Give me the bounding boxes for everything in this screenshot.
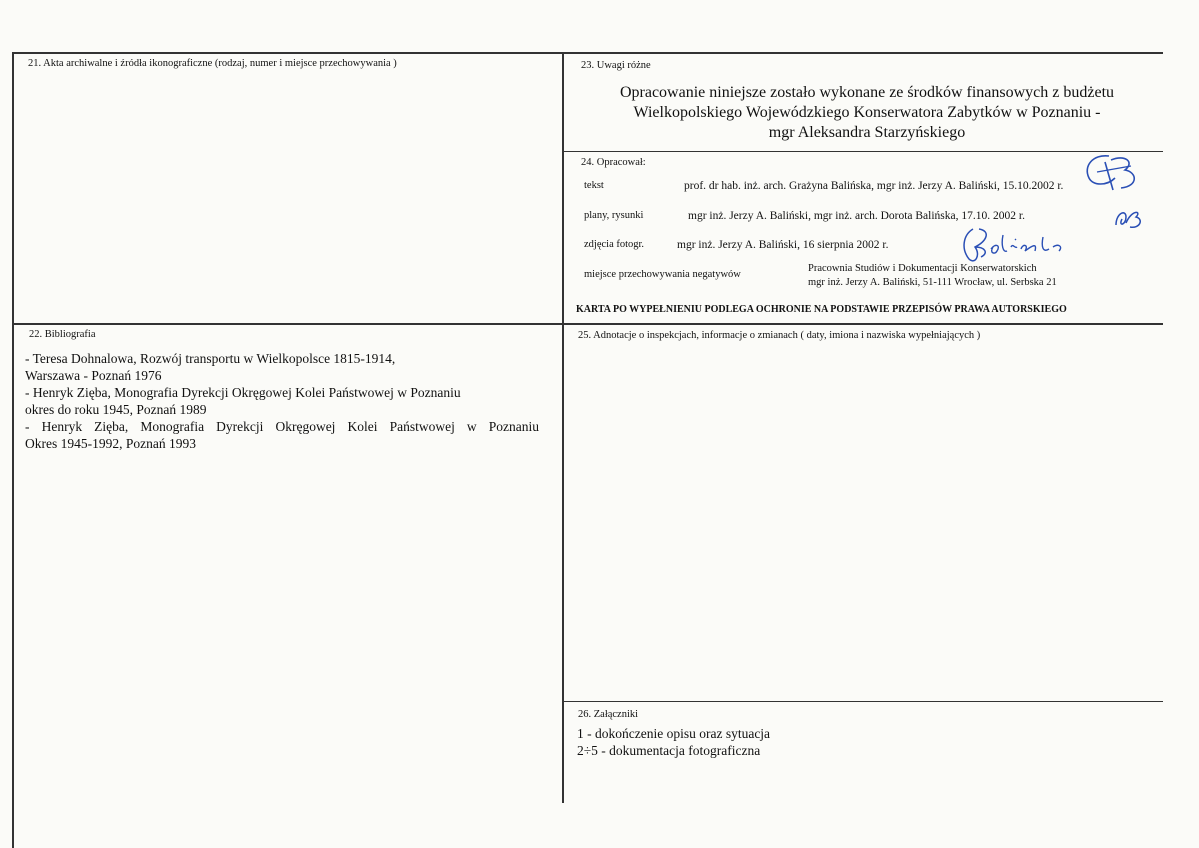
copyright-notice: KARTA PO WYPEŁNIENIU PODLEGA OCHRONIE NA PODSTAWIE PRZEPISÓW PRAWA AUTORSKIEGO [576, 304, 1067, 315]
row-key-photos: zdjęcia fotogr. [584, 239, 645, 250]
section-26-label: 26. Załączniki [578, 709, 639, 720]
bibliography-line: Okres 1945-1992, Poznań 1993 [25, 436, 196, 451]
attachments-list [577, 725, 770, 759]
signature-handwritten [955, 225, 1080, 265]
signature-initials-2 [1112, 205, 1148, 231]
remarks-text [572, 83, 1162, 143]
section-25-label: 25. Adnotacje o inspekcjach, informacje o zmianach ( daty, imiona i nazwiska wypełniających ) [578, 330, 981, 341]
remarks-line: Opracowanie niniejsze zostało wykonane ze środków finansowych z budżetu [619, 84, 1115, 101]
signature-initials-1 [1075, 150, 1145, 198]
bibliography-line: - Henryk Zięba, Monografia Dyrekcji Okręgowej Kolei Państwowej w Poznaniu [25, 419, 539, 434]
row-value-text: prof. dr hab. inż. arch. Grażyna Balińska, mgr inż. Jerzy A. Baliński, 15.10.2002 r. [684, 180, 1064, 192]
row-value-photos: mgr inż. Jerzy A. Baliński, 16 sierpnia 2002 r. [677, 239, 889, 251]
left-rule [12, 52, 14, 848]
bibliography-line: - Henryk Zięba, Monografia Dyrekcji Okręgowej Kolei Państwowej w Poznaniu [25, 385, 461, 400]
top-rule [12, 52, 1163, 54]
bibliography-line: - Teresa Dohnalowa, Rozwój transportu w Wielkopolsce 1815-1914, [25, 351, 396, 366]
section-21-label: 21. Akta archiwalne i źródła ikonograficzne (rodzaj, numer i miejsce przechowywania ) [28, 58, 397, 69]
storage-line-2: mgr inż. Jerzy A. Baliński, 51-111 Wrocław, ul. Serbska 21 [808, 277, 1057, 288]
middle-rule [12, 323, 1163, 325]
bibliography-list [25, 350, 539, 452]
bibliography-line: Warszawa - Poznań 1976 [25, 368, 162, 383]
bibliography-line: okres do roku 1945, Poznań 1989 [25, 402, 207, 417]
rule-23-24 [563, 151, 1163, 152]
row-key-storage: miejsce przechowywania negatywów [584, 269, 741, 280]
section-23-label: 23. Uwagi różne [581, 60, 651, 71]
row-key-text: tekst [584, 180, 604, 191]
attachment-line: 1 - dokończenie opisu oraz sytuacja [577, 726, 771, 741]
row-value-plans: mgr inż. Jerzy A. Baliński, mgr inż. arch. Dorota Balińska, 17.10. 2002 r. [688, 210, 1025, 222]
remarks-line: mgr Aleksandra Starzyńskiego [768, 124, 966, 141]
row-key-plans: plany, rysunki [584, 210, 644, 221]
remarks-line: Wielkopolskiego Wojewódzkiego Konserwatora Zabytków w Poznaniu - [633, 104, 1101, 121]
attachment-line: 2÷5 - dokumentacja fotograficzna [577, 743, 761, 758]
rule-25-26 [563, 701, 1163, 702]
center-divider [562, 52, 564, 803]
section-22-label: 22. Bibliografia [29, 329, 96, 340]
section-24-label: 24. Opracował: [581, 157, 646, 168]
storage-line-1: Pracownia Studiów i Dokumentacji Konserwatorskich [808, 263, 1037, 274]
